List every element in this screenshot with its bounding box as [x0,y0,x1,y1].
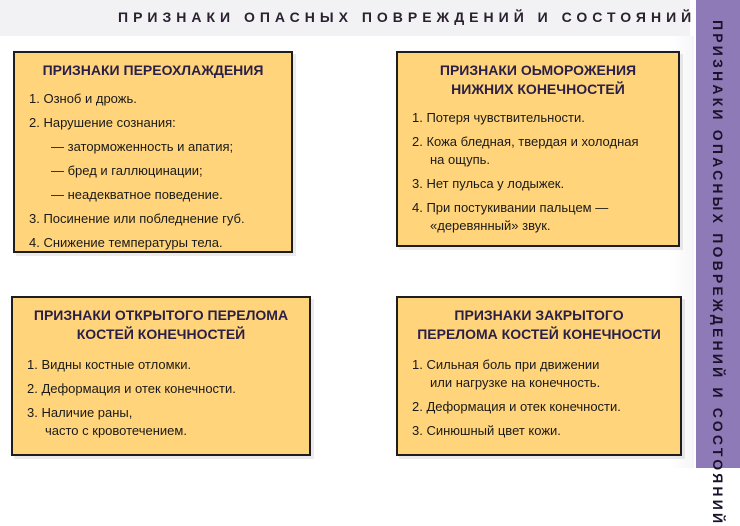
list-item [412,109,664,127]
item-text: 2. Деформация и отек конечности. [27,381,236,396]
header-band [0,0,697,36]
item-text: 3. Синюшный цвет кожи. [412,423,561,438]
card-title-line: ПЕРЕЛОМА КОСТЕЙ КОНЕЧНОСТИ [417,326,661,342]
card-title-line: ПРИЗНАКИ ОЬМОРОЖЕНИЯ [439,62,637,78]
card-title-line: КОСТЕЙ КОНЕЧНОСТЕЙ [76,326,246,342]
card-hypothermia [13,51,293,253]
list-item [412,175,664,193]
list-item [412,133,664,169]
list-subitem: — неадекватное поведение. [51,187,223,202]
item-text: 1. Потеря чувствительности. [412,110,585,125]
card-frostbite [396,51,680,247]
item-continuation: или нагрузке на конечность. [430,375,601,390]
side-bar [696,0,740,526]
item-text: 1. Видны костные отломки. [27,357,192,372]
list-item: 4. Снижение температуры тела. [29,235,223,250]
list-item [27,380,295,398]
item-text: 3. Нет пульса у лодыжек. [412,176,565,191]
list-item [412,356,666,392]
list-item: 1. Озноб и дрожь. [29,91,137,106]
symptom-list [27,356,295,440]
card-title [412,306,666,344]
list-item [412,398,666,416]
card-title: ПРИЗНАКИ ПЕРЕОХЛАЖДЕНИЯ [42,62,264,78]
item-continuation: «деревянный» звук. [430,218,551,233]
item-continuation: на ощупь. [430,152,491,167]
list-item [27,404,295,440]
list-item [412,199,664,235]
symptom-list [29,90,277,252]
item-text: 2. Кожа бледная, твердая и холодная [412,134,639,149]
card-title [412,61,664,99]
item-text: 1. Сильная боль при движении [412,357,600,372]
list-subitem: — бред и галлюцинации; [51,163,203,178]
side-title: ПРИЗНАКИ ОПАСНЫХ ПОВРЕЖДЕНИЙ И СОСТОЯНИЙ [710,20,726,526]
item-continuation: часто с кровотечением. [45,423,187,438]
card-title-line: НИЖНИХ КОНЕЧНОСТЕЙ [451,81,625,97]
item-text: 4. При постукивании пальцем — [412,200,609,215]
card-title [27,306,295,344]
symptom-list [412,109,664,235]
list-item: 3. Посинение или побледнение губ. [29,211,245,226]
card-title-line: ПРИЗНАКИ ОТКРЫТОГО ПЕРЕЛОМА [33,307,289,323]
page-title: ПРИЗНАКИ ОПАСНЫХ ПОВРЕЖДЕНИЙ И СОСТОЯНИЙ [118,9,697,25]
list-item [412,422,666,440]
list-item [27,356,295,374]
item-text: 3. Наличие раны, [27,405,133,420]
list-item: 2. Нарушение сознания: [29,115,176,130]
list-subitem: — заторможенность и апатия; [51,139,234,154]
item-text: 2. Деформация и отек конечности. [412,399,621,414]
card-closed-fracture [396,296,682,456]
symptom-list [412,356,666,440]
card-open-fracture [11,296,311,456]
card-title-line: ПРИЗНАКИ ЗАКРЫТОГО [454,307,624,323]
